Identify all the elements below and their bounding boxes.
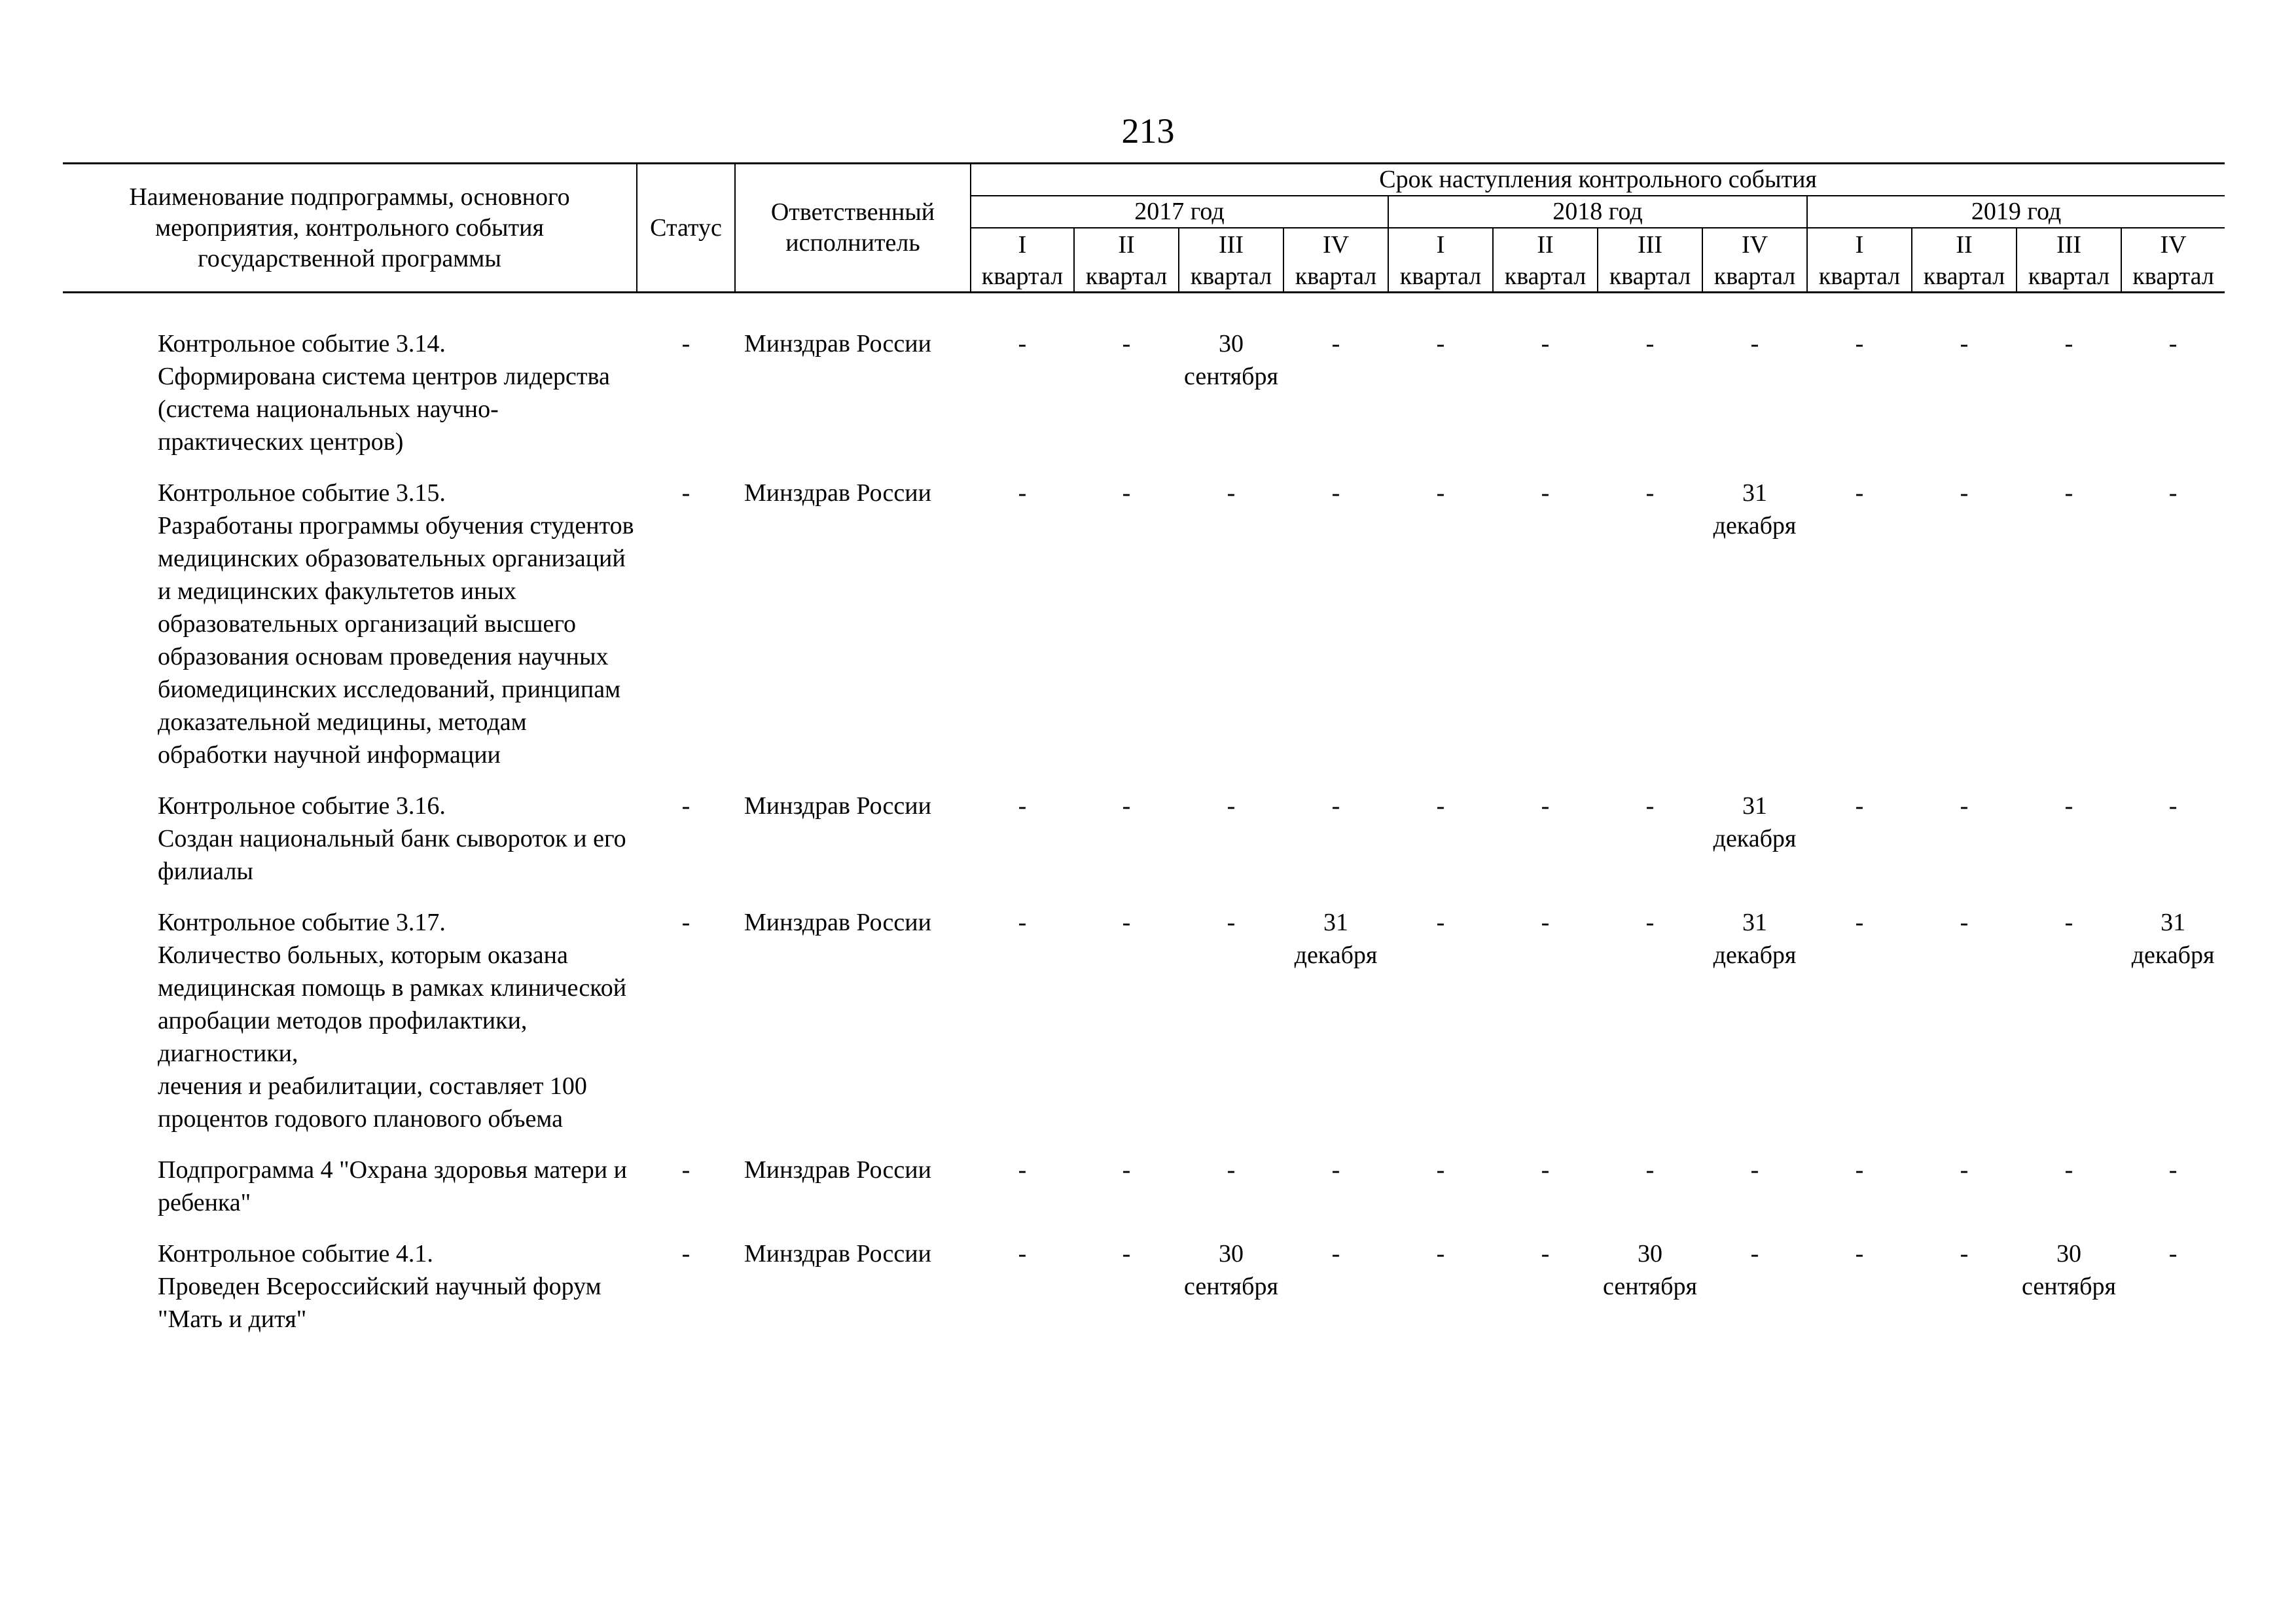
event-quarter-value: - — [1645, 1156, 1655, 1184]
quarter-number: I — [1018, 231, 1027, 259]
event-quarter-value: 31 декабря — [1713, 792, 1797, 852]
table-row — [63, 1237, 2225, 1354]
quarter-word: квартал — [2028, 263, 2110, 290]
quarter-number: IV — [2160, 231, 2187, 259]
header-quarter — [2121, 228, 2225, 293]
event-quarter-value: 31 декабря — [1294, 909, 1378, 969]
page-number: 213 — [1121, 111, 1175, 151]
event-quarter-value: - — [1122, 330, 1131, 357]
event-quarter-value: - — [1331, 479, 1340, 507]
event-quarter-value: - — [1018, 479, 1027, 507]
event-name: Контрольное событие 3.15. Разработаны программы обучения студентов медицинских образовательных организаций и медицинских факультетов иных образовательных организаций высшего образования основам проведения научных биомедицинских исследований, принципам доказательной медицины, методам обработки научной информации — [158, 479, 634, 769]
event-responsible: Минздрав России — [744, 792, 931, 820]
event-quarter-value: - — [1331, 330, 1340, 357]
event-quarter-value: - — [1018, 1156, 1027, 1184]
event-quarter-value: - — [1645, 330, 1655, 357]
table-row — [63, 327, 2225, 477]
event-quarter-value: - — [1227, 792, 1236, 820]
event-quarter-value: - — [1122, 1156, 1131, 1184]
header-responsible: Ответственный исполнитель — [735, 164, 971, 293]
event-quarter-value: - — [1855, 1240, 1864, 1267]
quarter-word: квартал — [1399, 263, 1482, 290]
header-quarter — [1702, 228, 1807, 293]
table-row — [63, 477, 2225, 790]
event-quarter-value: - — [1436, 1240, 1445, 1267]
event-quarter-value: - — [1645, 479, 1655, 507]
header-quarter — [2017, 228, 2121, 293]
event-quarter-value: - — [1541, 909, 1550, 936]
quarter-number: III — [2056, 231, 2081, 259]
event-quarter-value: - — [1960, 1240, 1969, 1267]
event-responsible: Минздрав России — [744, 909, 931, 936]
event-quarter-value: - — [1541, 1156, 1550, 1184]
event-quarter-value: - — [1018, 1240, 1027, 1267]
event-quarter-value: - — [1750, 1156, 1759, 1184]
event-status: - — [681, 330, 691, 357]
event-quarter-value: - — [1855, 330, 1864, 357]
quarter-number: II — [1537, 231, 1554, 259]
quarter-number: II — [1118, 231, 1135, 259]
event-responsible: Минздрав России — [744, 479, 931, 507]
event-quarter-value: - — [1855, 479, 1864, 507]
table-header — [63, 164, 2225, 293]
event-responsible: Минздрав России — [744, 1240, 931, 1267]
event-quarter-value: - — [1122, 1240, 1131, 1267]
event-status: - — [681, 909, 691, 936]
event-quarter-value: - — [1960, 330, 1969, 357]
event-quarter-value: - — [1855, 1156, 1864, 1184]
event-quarter-value: - — [1018, 330, 1027, 357]
header-name: Наименование подпрограммы, основного мероприятия, контрольного события государственной программы — [63, 164, 637, 293]
event-quarter-value: - — [1227, 479, 1236, 507]
event-name: Контрольное событие 4.1. Проведен Всероссийский научный форум "Мать и дитя" — [158, 1240, 601, 1333]
header-quarter — [971, 228, 1074, 293]
header-quarter — [1074, 228, 1179, 293]
event-status: - — [681, 1240, 691, 1267]
table-body — [63, 293, 2225, 1355]
table-row — [63, 790, 2225, 906]
event-quarter-value: 30 сентября — [2022, 1240, 2116, 1300]
quarter-word: квартал — [1713, 263, 1796, 290]
event-quarter-value: - — [1541, 1240, 1550, 1267]
header-quarter — [1493, 228, 1598, 293]
event-quarter-value: - — [1227, 1156, 1236, 1184]
event-quarter-value: - — [1960, 792, 1969, 820]
quarter-number: I — [1436, 231, 1445, 259]
event-quarter-value: - — [1436, 909, 1445, 936]
event-quarter-value: - — [2168, 479, 2178, 507]
header-status: Статус — [637, 164, 735, 293]
event-quarter-value: - — [1436, 1156, 1445, 1184]
event-quarter-value: - — [1541, 792, 1550, 820]
event-quarter-value: - — [2064, 330, 2073, 357]
event-quarter-value: - — [1227, 909, 1236, 936]
quarter-word: квартал — [1923, 263, 2005, 290]
event-responsible: Минздрав России — [744, 1156, 931, 1184]
event-quarter-value: - — [1436, 479, 1445, 507]
header-year-2018: 2018 год — [1388, 196, 1807, 228]
event-status: - — [681, 479, 691, 507]
table-row — [63, 906, 2225, 1154]
quarter-number: III — [1219, 231, 1244, 259]
event-quarter-value: - — [1331, 1240, 1340, 1267]
quarter-word: квартал — [1609, 263, 1691, 290]
event-quarter-value: - — [1960, 479, 1969, 507]
quarter-word: квартал — [2132, 263, 2214, 290]
event-quarter-value: 31 декабря — [2131, 909, 2215, 969]
event-quarter-value: - — [1645, 792, 1655, 820]
event-status: - — [681, 1156, 691, 1184]
event-name: Подпрограмма 4 "Охрана здоровья матери и ребенка" — [158, 1156, 627, 1216]
quarter-word: квартал — [1295, 263, 1377, 290]
event-quarter-value: - — [1645, 909, 1655, 936]
quarter-word: квартал — [1085, 263, 1168, 290]
quarter-word: квартал — [981, 263, 1064, 290]
event-responsible: Минздрав России — [744, 330, 931, 357]
control-events-table-wrapper — [63, 162, 2225, 1354]
event-quarter-value: - — [1436, 792, 1445, 820]
event-quarter-value: - — [2168, 1240, 2178, 1267]
event-name: Контрольное событие 3.16. Создан национальный банк сывороток и его филиалы — [158, 792, 626, 885]
quarter-number: IV — [1741, 231, 1768, 259]
event-quarter-value: - — [1331, 792, 1340, 820]
event-quarter-value: - — [1960, 1156, 1969, 1184]
event-quarter-value: - — [2168, 792, 2178, 820]
quarter-number: I — [1855, 231, 1864, 259]
event-name: Контрольное событие 3.14. Сформирована система центров лидерства (система национальных научно-практических центров) — [158, 330, 610, 456]
header-quarter — [1283, 228, 1388, 293]
event-quarter-value: 30 сентября — [1184, 330, 1278, 390]
header-quarter — [1179, 228, 1283, 293]
header-quarter — [1388, 228, 1493, 293]
event-quarter-value: - — [1750, 330, 1759, 357]
event-quarter-value: 31 декабря — [1713, 479, 1797, 539]
quarter-number: IV — [1322, 231, 1350, 259]
event-quarter-value: - — [1122, 909, 1131, 936]
event-quarter-value: - — [1122, 792, 1131, 820]
header-deadline: Срок наступления контрольного события — [971, 164, 2225, 196]
event-quarter-value: - — [1541, 479, 1550, 507]
event-quarter-value: - — [2168, 1156, 2178, 1184]
quarter-number: III — [1638, 231, 1662, 259]
event-quarter-value: 30 сентября — [1184, 1240, 1278, 1300]
event-quarter-value: - — [1331, 1156, 1340, 1184]
header-quarter — [1912, 228, 2017, 293]
event-quarter-value: - — [2168, 330, 2178, 357]
event-quarter-value: - — [1541, 330, 1550, 357]
header-quarter — [1807, 228, 1912, 293]
event-quarter-value: - — [1018, 792, 1027, 820]
event-quarter-value: 30 сентября — [1603, 1240, 1697, 1300]
table-row — [63, 1154, 2225, 1237]
header-year-2019: 2019 год — [1807, 196, 2225, 228]
quarter-number: II — [1956, 231, 1973, 259]
event-quarter-value: 31 декабря — [1713, 909, 1797, 969]
event-quarter-value: - — [2064, 1156, 2073, 1184]
event-status: - — [681, 792, 691, 820]
event-quarter-value: - — [1960, 909, 1969, 936]
event-quarter-value: - — [1750, 1240, 1759, 1267]
quarter-word: квартал — [1504, 263, 1587, 290]
event-quarter-value: - — [1855, 792, 1864, 820]
header-year-2017: 2017 год — [971, 196, 1388, 228]
quarter-word: квартал — [1818, 263, 1901, 290]
event-quarter-value: - — [2064, 792, 2073, 820]
event-quarter-value: - — [1122, 479, 1131, 507]
control-events-table — [63, 162, 2225, 1354]
event-quarter-value: - — [1018, 909, 1027, 936]
quarter-word: квартал — [1190, 263, 1272, 290]
event-quarter-value: - — [2064, 479, 2073, 507]
header-quarter — [1598, 228, 1702, 293]
event-quarter-value: - — [1436, 330, 1445, 357]
event-name: Контрольное событие 3.17. Количество больных, которым оказана медицинская помощь в рамках клинической апробации методов профилактики, диагностики, лечения и реабилитации, составляет 100 процентов годового планового объема — [158, 909, 627, 1133]
event-quarter-value: - — [2064, 909, 2073, 936]
event-quarter-value: - — [1855, 909, 1864, 936]
